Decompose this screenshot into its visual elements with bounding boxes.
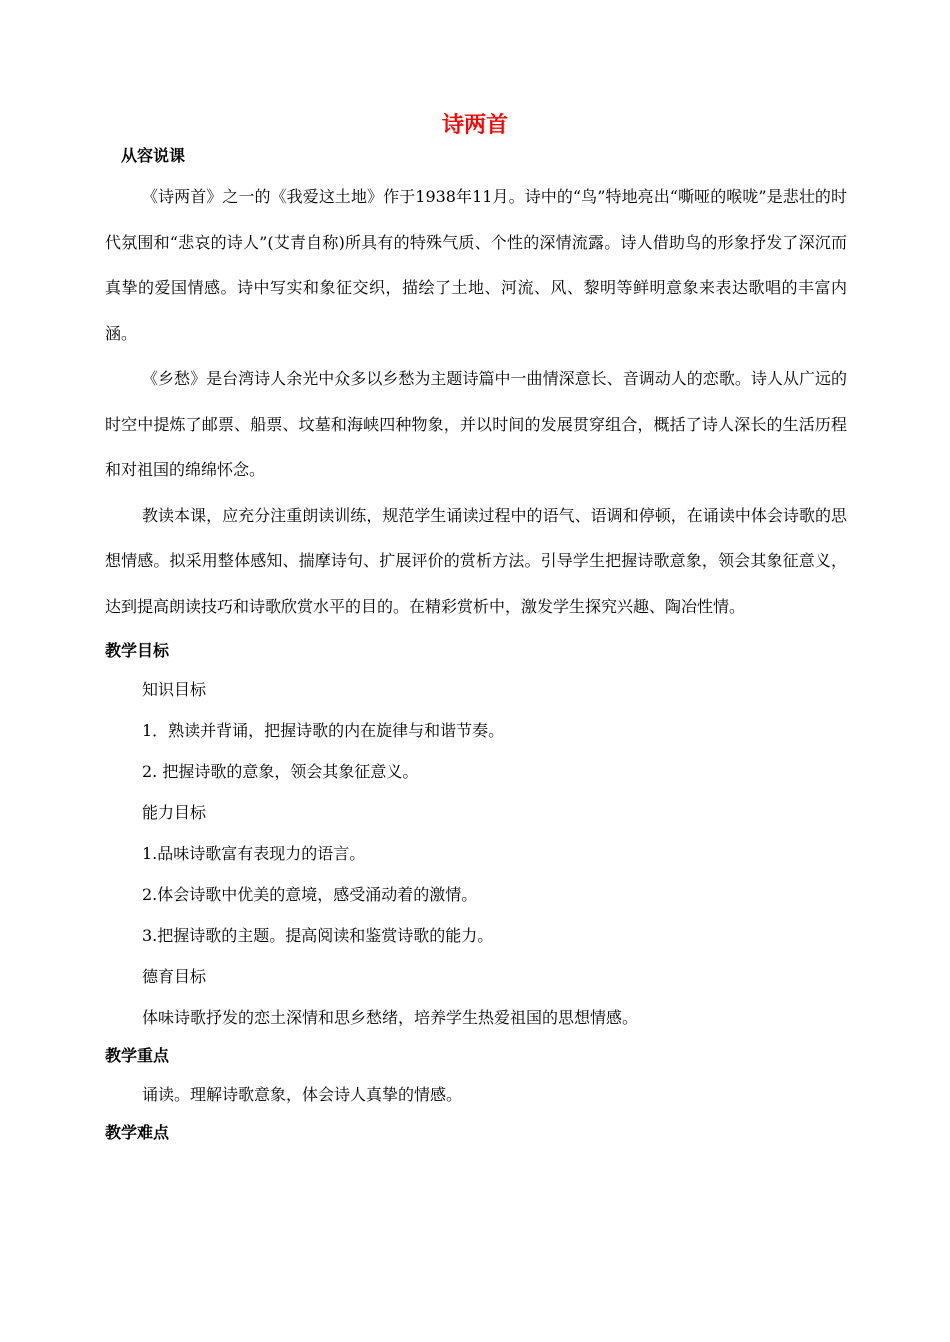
intro-paragraph-3: 教读本课，应充分注重朗读训练，规范学生诵读过程中的语气、语调和停顿，在诵读中体会诗歌的思想情感。拟采用整体感知、揣摩诗句、扩展评价的赏析方法。引导学生把握诗歌意象，领会其象征意义，达到提高朗读技巧和诗歌欣赏水平的目的。在精彩赏析中，激发学生探究兴趣、陶冶性情。 [105, 505, 847, 616]
intro-paragraph-1: 《诗两首》之一的《我爱这土地》作于1938年11月。诗中的“鸟”特地亮出“嘶哑的喉咙”是悲壮的时代氛围和“悲哀的诗人”(艾青自称)所具有的特殊气质、个性的深情流露。诗人借助鸟的形象抒发了深沉而真挚的爱国情感。诗中写实和象征交织，描绘了土地、河流、风、黎明等鲜明意象来表达歌唱的丰富内涵。 [105, 187, 847, 343]
section-heading-focus: 教学重点 [105, 1046, 170, 1065]
ability-objective-item-2: 2.体会诗歌中优美的意境，感受涌动着的激情。 [142, 885, 478, 904]
focus-text: 诵读。理解诗歌意象，体会诗人真挚的情感。 [142, 1085, 463, 1104]
section-heading-objectives: 教学目标 [105, 641, 170, 660]
moral-objective-text: 体味诗歌抒发的恋土深情和思乡愁绪，培养学生热爱祖国的思想情感。 [142, 1008, 639, 1027]
moral-objective-label: 德育目标 [142, 967, 207, 986]
section-heading-intro: 从容说课 [121, 146, 186, 165]
section-heading-difficulty: 教学难点 [105, 1123, 170, 1142]
intro-paragraph-2: 《乡愁》是台湾诗人余光中众多以乡愁为主题诗篇中一曲情深意长、音调动人的恋歌。诗人从广远的时空中提炼了邮票、船票、坟墓和海峡四种物象，并以时间的发展贯穿组合，概括了诗人深长的生活历程和对祖国的绵绵怀念。 [105, 369, 847, 479]
knowledge-objective-label: 知识目标 [142, 680, 207, 699]
knowledge-objective-item-1: 1．熟读并背诵，把握诗歌的内在旋律与和谐节奏。 [142, 721, 505, 740]
ability-objective-label: 能力目标 [142, 803, 207, 822]
ability-objective-item-3: 3.把握诗歌的主题。提高阅读和鉴赏诗歌的能力。 [142, 926, 494, 945]
ability-objective-item-1: 1.品味诗歌富有表现力的语言。 [142, 844, 366, 863]
document-title: 诗两首 [441, 113, 508, 138]
document-body [105, 138, 847, 1151]
knowledge-objective-item-2: 2. 把握诗歌的意象，领会其象征意义。 [142, 762, 419, 781]
